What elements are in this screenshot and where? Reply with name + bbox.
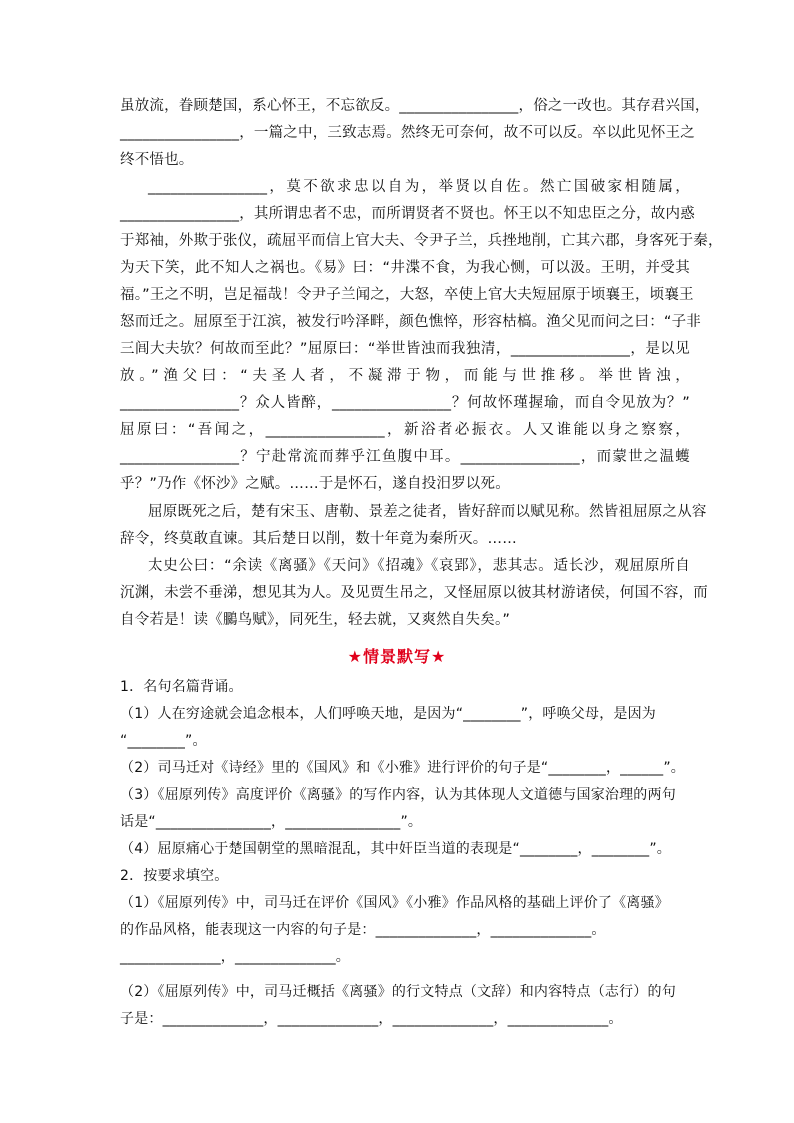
- passage-line: 虽放流，眷顾楚国，系心怀王，不忘欲反。________________，俗之一改也。其存君兴国，: [120, 98, 710, 114]
- exercise-line: 1．名句名篇背诵。: [120, 679, 243, 695]
- exercise-line: （1）《屈原列传》中，司马迁在评价《国风》《小雅》作品风格的基础上评价了《离骚》: [120, 895, 669, 911]
- passage-line: 辞令，终莫敢直谏。其后楚日以削，数十年竟为秦所灭。……: [120, 531, 517, 547]
- passage-line: 乎？”乃作《怀沙》之赋。……于是怀石，遂自投汨罗以死。: [120, 476, 510, 492]
- exercise-line: 话是“________________，________________”。: [120, 814, 423, 830]
- exercise-line: （2）司马迁对《诗经》里的《国风》和《小雅》进行评价的句子是“________，______”。: [120, 760, 686, 776]
- exercise-line: （4）屈原痛心于楚国朝堂的黑暗混乱，其中奸臣当道的表现是“________，________”。: [120, 841, 672, 857]
- passage-line: ________________，一篇之中，三致志焉。然终无可奈何，故不可以反。卒以此见怀王之: [120, 125, 695, 141]
- passage-line: ________________？宁赴常流而葬乎江鱼腹中耳。________________，而蒙世之温蠖: [120, 449, 690, 465]
- exercise-line: （3）《屈原列传》高度评价《离骚》的写作内容，认为其体现人文道德与国家治理的两句: [120, 787, 676, 803]
- passage-line: ________________，其所谓忠者不忠，而所谓贤者不贤也。怀王以不知忠臣之分，故内惑: [120, 206, 695, 222]
- passage-line: 沉渊，未尝不垂涕，想见其为人。及见贾生吊之，又怪屈原以彼其材游诸侯，何国不容，而: [120, 585, 708, 601]
- passage-line: 怒而迁之。屈原至于江滨，被发行吟泽畔，颜色憔悴，形容枯槁。渔父见而问之曰：“子非: [120, 314, 702, 330]
- passage-line: 屈原曰：“吾闻之，________________，新浴者必振衣。人又谁能以身之察察，: [120, 422, 690, 438]
- exercise-line: ______________，______________。: [120, 949, 350, 965]
- passage-line: 三闾大夫欤？何故而至此？”屈原曰：“举世皆浊而我独清，________________，是以见: [120, 341, 690, 357]
- passage-line: 太史公曰：“余读《离骚》《天问》《招魂》《哀郢》，悲其志。适长沙，观屈原所自: [148, 558, 690, 574]
- exercise-line: 2．按要求填空。: [120, 868, 229, 884]
- exercise-line: “________”。: [120, 733, 207, 749]
- exercise-line: （2）《屈原列传》中，司马迁概括《离骚》的行文特点（文辞）和内容特点（志行）的句: [120, 984, 676, 1000]
- passage-line: 为天下笑，此不知人之祸也。《易》曰：“井渫不食，为我心恻，可以汲。王明，并受其: [120, 260, 690, 276]
- exercise-line: （1）人在穷途就会追念根本，人们呼唤天地，是因为“________”，呼唤父母，是因为: [120, 706, 657, 722]
- passage-line: ________________？众人皆醉，________________？何故怀瑾握瑜，而自令见放为？”: [120, 395, 690, 411]
- passage-line: 自令若是！读《鵩鸟赋》，同死生，轻去就，又爽然自失矣。”: [120, 612, 511, 628]
- passage-line: 终不悟也。: [120, 152, 194, 168]
- passage-line: 于郑袖，外欺于张仪，疏屈平而信上官大夫、令尹子兰，兵挫地削，亡其六郡，身客死于秦，: [120, 233, 723, 249]
- passage-line: 屈原既死之后，楚有宋玉、唐勒、景差之徒者，皆好辞而以赋见称。然皆祖屈原之从容: [148, 504, 707, 520]
- passage-line: ________________，莫不欲求忠以自为，举贤以自佐。然亡国破家相随属，: [148, 179, 690, 195]
- passage-line: 福。”王之不明，岂足福哉！令尹子兰闻之，大怒，卒使上官大夫短屈原于顷襄王，顷襄王: [120, 287, 694, 303]
- exercise-line: 子是：______________，______________，______________，______________。: [120, 1011, 623, 1027]
- passage-line: 放。”渔父曰：“夫圣人者，不凝滞于物，而能与世推移。举世皆浊，: [120, 368, 690, 384]
- exercise-line: 的作品风格，能表现这一内容的句子是：______________，______________。: [120, 922, 606, 938]
- section-heading: ★情景默写★: [347, 647, 447, 666]
